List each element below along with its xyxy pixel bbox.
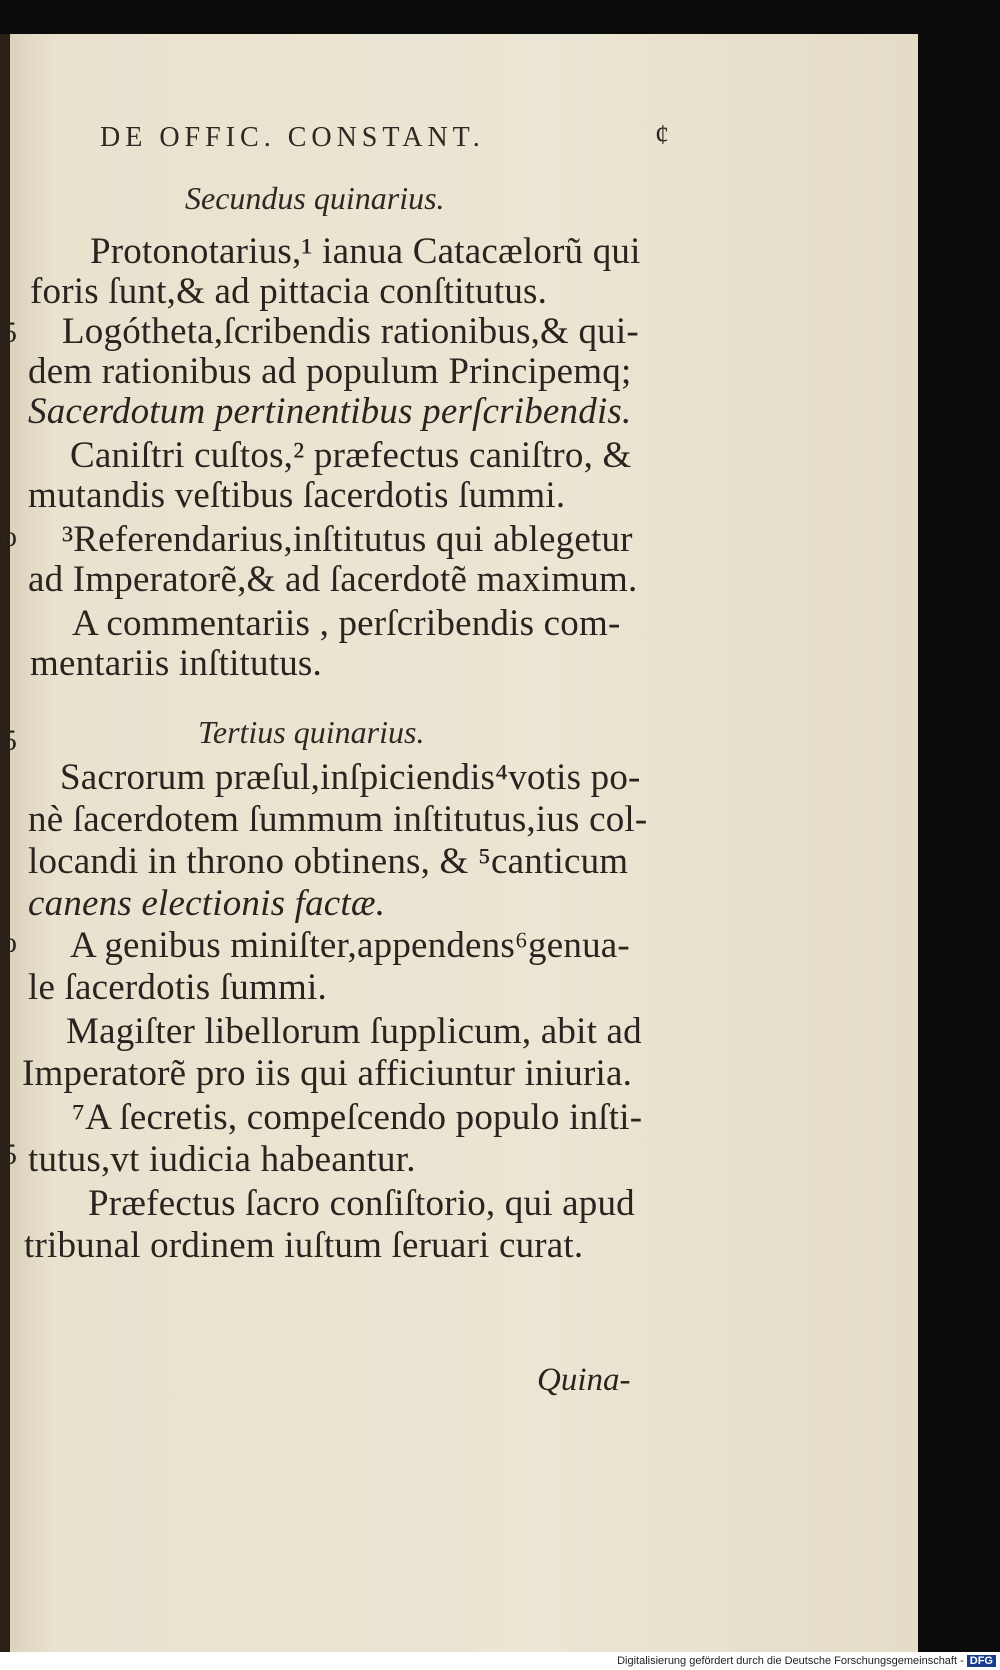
text-line: Præfectus ſacro conſiſtorio, qui apud (88, 1183, 635, 1224)
text-line: Caniſtri cuſtos,² præfectus caniſtro, & (70, 435, 632, 476)
text-line: ³Referendarius,inſtitutus qui ablegetur (62, 519, 633, 560)
text-line: mentariis inſtitutus. (30, 643, 322, 684)
text-line: Sacerdotum pertinentibus perſcribendis. (28, 391, 632, 432)
text-line: nè ſacerdotem ſummum inſtitutus,ius col- (28, 799, 648, 840)
text-line: dem rationibus ad populum Principemq; (28, 351, 632, 392)
section-heading-tertius: Tertius quinarius. (198, 714, 425, 750)
margin-line-number: o (2, 520, 17, 553)
text-line: A genibus miniſter,appendens⁶genua- (70, 925, 630, 966)
text-line: canens electionis factæ. (28, 883, 386, 924)
text-line: ad Imperatorẽ,& ad ſacerdotẽ maximum. (28, 559, 638, 600)
book-page (0, 34, 918, 1652)
text-line: Logótheta,ſcribendis rationibus,& qui- (62, 311, 639, 352)
text-line: le ſacerdotis ſummi. (28, 967, 327, 1008)
margin-line-number: o (2, 926, 17, 959)
folio-mark: ¢ (655, 120, 669, 151)
text-line: mutandis veſtibus ſacerdotis ſummi. (28, 475, 566, 516)
margin-line-number: 5 (2, 724, 17, 757)
text-line: Protonotarius,¹ ianua Catacælorũ qui (90, 231, 641, 272)
margin-line-number: 5 (2, 1138, 17, 1171)
running-head: DE OFFIC. CONSTANT. (100, 122, 485, 153)
text-line: tribunal ordinem iuſtum ſeruari curat. (24, 1225, 584, 1266)
footer-text: Digitalisierung gefördert durch die Deutsche Forschungsgemeinschaft - (617, 1655, 964, 1667)
page-gutter (0, 34, 10, 1652)
margin-line-number: 5 (2, 316, 17, 349)
text-line: Imperatorẽ pro iis qui afficiuntur iniuria. (22, 1053, 633, 1094)
digitization-footer (0, 1652, 1000, 1670)
text-line: Magiſter libellorum ſupplicum, abit ad (66, 1011, 642, 1052)
text-line: ⁷A ſecretis, compeſcendo populo inſti- (72, 1097, 643, 1138)
dfg-logo: DFG (967, 1655, 996, 1667)
section-heading-secundus: Secundus quinarius. (185, 180, 445, 216)
text-line: foris ſunt,& ad pittacia conſtitutus. (30, 271, 548, 312)
text-line: A commentariis , perſcribendis com- (72, 603, 621, 644)
text-line: tutus,vt iudicia habeantur. (28, 1139, 416, 1180)
text-line: locandi in throno obtinens, & ⁵canticum (28, 841, 629, 882)
text-line: Sacrorum præſul,inſpiciendis⁴votis po- (60, 757, 641, 798)
catchword: Quina- (537, 1362, 631, 1398)
